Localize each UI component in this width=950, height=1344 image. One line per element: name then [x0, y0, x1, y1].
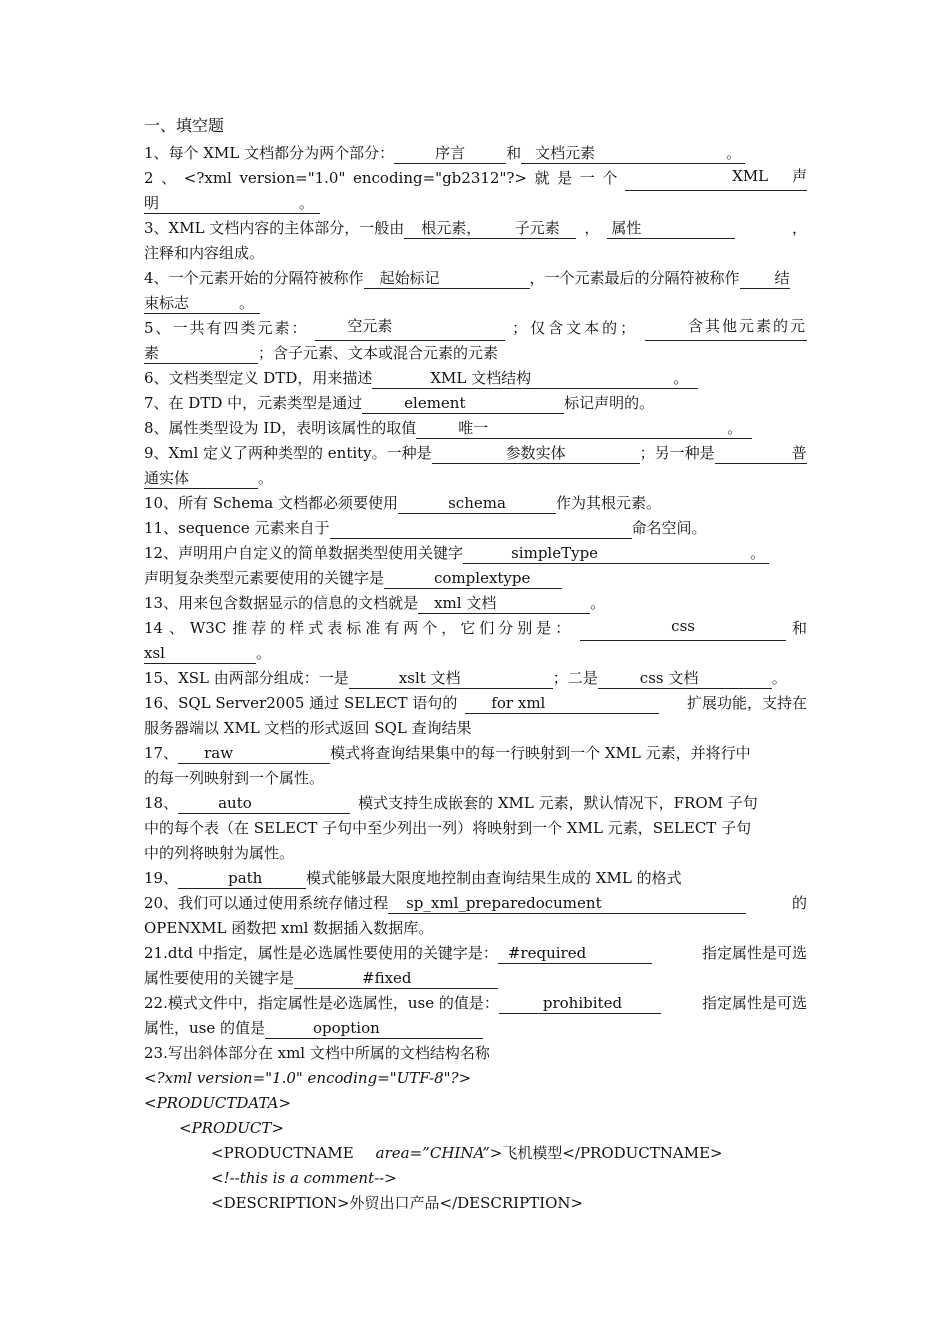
question-15: 15、XSL 由两部分组成：一是 xslt 文档 ；二是 css 文档 。	[144, 669, 787, 687]
question-17-cont: 的每一列映射到一个属性。	[144, 769, 325, 787]
question-11: 11、sequence 元素来自于 命名空间。	[144, 519, 707, 537]
question-17: 17、 raw 模式将查询结果集中的每一行映射到一个 XML 元素，并将行中	[144, 744, 751, 762]
question-3: 3、XML 文档内容的主体部分，一般由 根元素， 子元素 ， 属性 ，	[144, 219, 807, 237]
answer-14b: xsl	[144, 643, 256, 664]
question-14-cont: xsl 。	[144, 644, 272, 662]
answer-3c: 属性	[607, 218, 735, 239]
question-10: 10、所有 Schema 文档都必须要使用 schema 作为其根元素。	[144, 494, 662, 512]
answer-22b: opoption	[265, 1018, 483, 1039]
answer-5a: 空元素	[315, 316, 505, 341]
question-23: 23.写出斜体部分在 xml 文档中所属的文档结构名称	[144, 1044, 490, 1062]
question-5: 5、一共有四类元素： 空元素 ；仅含文本的； 含其他元素的元	[144, 316, 807, 341]
question-1: 1、每个 XML 文档都分为两个部分： 序言 和 文档元素 。	[144, 141, 807, 166]
answer-1b: 文档元素 。	[521, 143, 745, 164]
question-2: 2 、 <?xml version="1.0" encoding="gb2312"?> 就 是 一 个 XML 声	[144, 166, 807, 191]
question-18: 18、 auto 模式支持生成嵌套的 XML 元素，默认情况下，FROM 子句	[144, 794, 758, 812]
question-16-cont: 服务器端以 XML 文档的形式返回 SQL 查询结果	[144, 719, 472, 737]
question-18-cont2: 中的列将映射为属性。	[144, 844, 295, 862]
question-12-cont: 声明复杂类型元素要使用的关键字是 complextype	[144, 566, 807, 591]
answer-12a: simpleType 。	[463, 543, 769, 564]
code-line-comment: <!--this is a comment-->	[211, 1169, 397, 1187]
code-line-description: <DESCRIPTION>外贸出口产品</DESCRIPTION>	[211, 1194, 584, 1212]
answer-18: auto	[178, 793, 350, 814]
question-14: 14 、 W3C 推荐的样式表标准有两个，它们分别是： css 和	[144, 616, 807, 641]
answer-7: element	[362, 393, 564, 414]
answer-5b-cont: 素	[144, 343, 258, 364]
question-4-cont	[144, 291, 807, 316]
answer-1: 序言	[394, 143, 506, 164]
answer-4a: 起始标记	[364, 268, 530, 289]
question-9-cont: 通实体 。	[144, 469, 274, 487]
code-line-productdata: <PRODUCTDATA>	[144, 1094, 292, 1112]
question-22-cont: 属性，use 的值是 opoption	[144, 1016, 807, 1041]
question-20: 20、我们可以通过使用系统存储过程 sp_xml_preparedocument 的	[144, 894, 807, 912]
answer-6: XML 文档结构 。	[372, 368, 698, 389]
answer-5b: 含其他元素的元	[645, 316, 807, 341]
answer-2: XML 声	[625, 166, 807, 191]
answer-4b: 结	[740, 268, 790, 289]
question-5-cont: 素 ；含子元素、文本或混合元素的元素	[144, 344, 499, 362]
question-2-cont	[144, 191, 807, 216]
code-line-product: <PRODUCT>	[179, 1119, 284, 1137]
answer-3b: 子元素	[498, 218, 576, 239]
answer-9a: 参数实体	[432, 443, 640, 464]
answer-17: raw	[178, 743, 330, 764]
question-13: 13、用来包含数据显示的信息的文档就是 xml 文档 。	[144, 594, 606, 612]
answer-10: schema	[398, 493, 556, 514]
question-9: 9、Xml 定义了两种类型的 entity。一种是 参数实体 ；另一种是 普	[144, 444, 807, 462]
answer-15a: xslt 文档	[349, 668, 553, 689]
answer-19: path	[178, 868, 306, 889]
question-19: 19、 path 模式能够最大限度地控制由查询结果生成的 XML 的格式	[144, 869, 682, 887]
question-18-cont1: 中的每个表（在 SELECT 子句中至少列出一列）将映射到一个 XML 元素，SELECT 子句	[144, 819, 752, 837]
answer-11	[330, 518, 632, 539]
question-8: 8、属性类型设为 ID，表明该属性的取值 唯一 。	[144, 416, 807, 441]
answer-14a: css	[580, 616, 786, 641]
question-21: 21.dtd 中指定，属性是必选属性要使用的关键字是： #required 指定属性是可选	[144, 944, 807, 962]
answer-9b-cont: 通实体	[144, 468, 258, 489]
question-22: 22.模式文件中，指定属性是必选属性，use 的值是： prohibited 指定属性是可选	[144, 994, 807, 1012]
code-line-xml-decl: <?xml version="1.0" encoding="UTF-8"?>	[144, 1069, 472, 1087]
question-3-cont: 注释和内容组成。	[144, 244, 265, 262]
question-4: 4、一个元素开始的分隔符被称作 起始标记 ，一个元素最后的分隔符被称作 结	[144, 269, 790, 287]
question-7: 7、在 DTD 中，元素类型是通过 element 标记声明的。	[144, 394, 655, 412]
answer-12b: complextype	[384, 568, 562, 589]
answer-21a: #required	[498, 943, 652, 964]
answer-13: xml 文档	[418, 593, 590, 614]
question-16: 16、SQL Server2005 通过 SELECT 语句的 for xml 扩展功能，支持在	[144, 694, 807, 712]
answer-3a: 根元素，	[404, 218, 498, 239]
question-20-cont: OPENXML 函数把 xml 数据插入数据库。	[144, 919, 434, 937]
answer-22a: prohibited	[499, 993, 661, 1014]
answer-16: for xml	[465, 693, 659, 714]
question-12: 12、声明用户自定义的简单数据类型使用关键字 simpleType 。	[144, 541, 807, 566]
section-title: 一、填空题	[144, 116, 225, 135]
answer-15b: css 文档	[598, 668, 772, 689]
answer-2-cont: 明 。	[144, 193, 320, 214]
answer-4b-cont: 束标志 。	[144, 293, 260, 314]
answer-9b: 普	[715, 443, 807, 464]
code-line-productname: <PRODUCTNAME area=”CHINA”>飞机模型</PRODUCTNAME>	[211, 1144, 723, 1162]
answer-21b: #fixed	[294, 968, 498, 989]
question-21-cont: 属性要使用的关键字是 #fixed	[144, 966, 807, 991]
answer-20: sp_xml_preparedocument	[388, 893, 746, 914]
answer-8: 唯一 。	[416, 418, 752, 439]
question-6: 6、文档类型定义 DTD，用来描述 XML 文档结构 。	[144, 366, 807, 391]
